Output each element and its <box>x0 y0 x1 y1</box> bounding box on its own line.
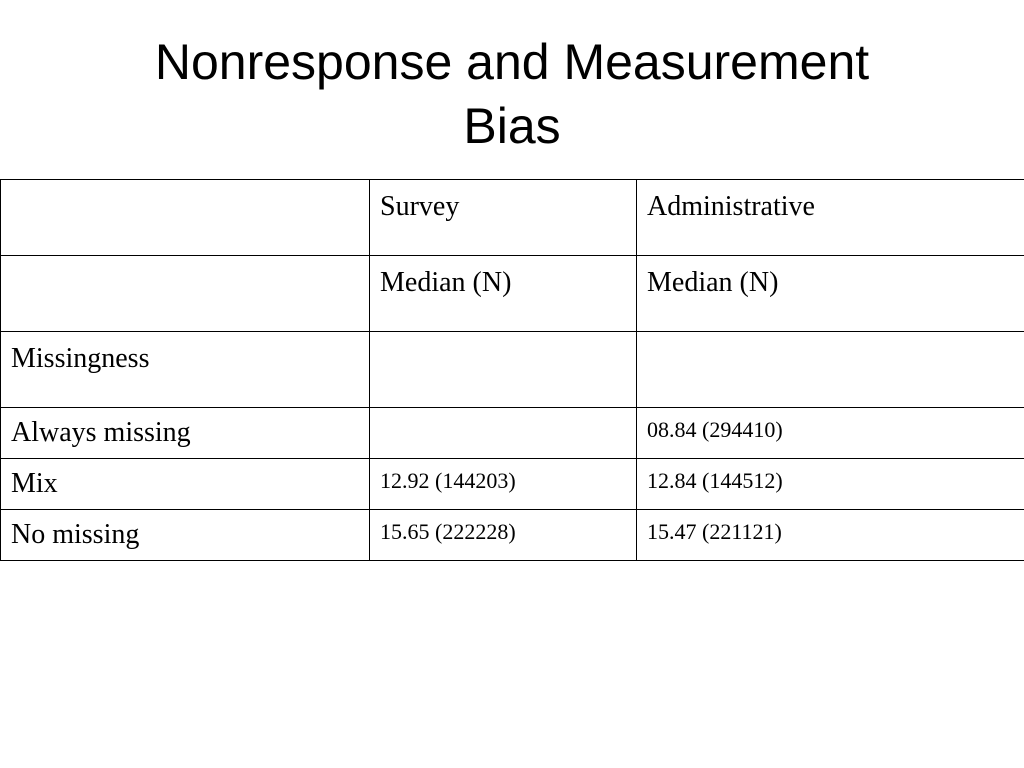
header-cell-survey: Survey <box>370 180 637 256</box>
administrative-value: 12.84 (144512) <box>637 459 1024 510</box>
survey-value: 12.92 (144203) <box>370 459 637 510</box>
table-row <box>1 510 1024 561</box>
section-cell-administrative <box>637 332 1024 408</box>
subheader-cell-blank <box>1 256 370 332</box>
row-label: Always missing <box>1 408 370 459</box>
table-row <box>1 459 1024 510</box>
slide-title-line-1: Nonresponse and Measurement <box>154 34 870 90</box>
subheader-cell-administrative: Median (N) <box>637 256 1024 332</box>
subheader-cell-survey: Median (N) <box>370 256 637 332</box>
row-label: Mix <box>1 459 370 510</box>
survey-value <box>370 408 637 459</box>
table-header-row <box>1 180 1024 256</box>
table-subheader-row <box>1 256 1024 332</box>
administrative-value: 08.84 (294410) <box>637 408 1024 459</box>
survey-value: 15.65 (222228) <box>370 510 637 561</box>
header-cell-administrative: Administrative <box>637 180 1024 256</box>
section-label-missingness: Missingness <box>1 332 370 408</box>
table-row <box>1 408 1024 459</box>
table-section-row <box>1 332 1024 408</box>
header-cell-blank <box>1 180 370 256</box>
slide-title <box>0 30 1024 158</box>
administrative-value: 15.47 (221121) <box>637 510 1024 561</box>
results-table <box>0 179 1024 561</box>
slide-title-line-2: Bias <box>463 98 561 154</box>
row-label: No missing <box>1 510 370 561</box>
section-cell-survey <box>370 332 637 408</box>
